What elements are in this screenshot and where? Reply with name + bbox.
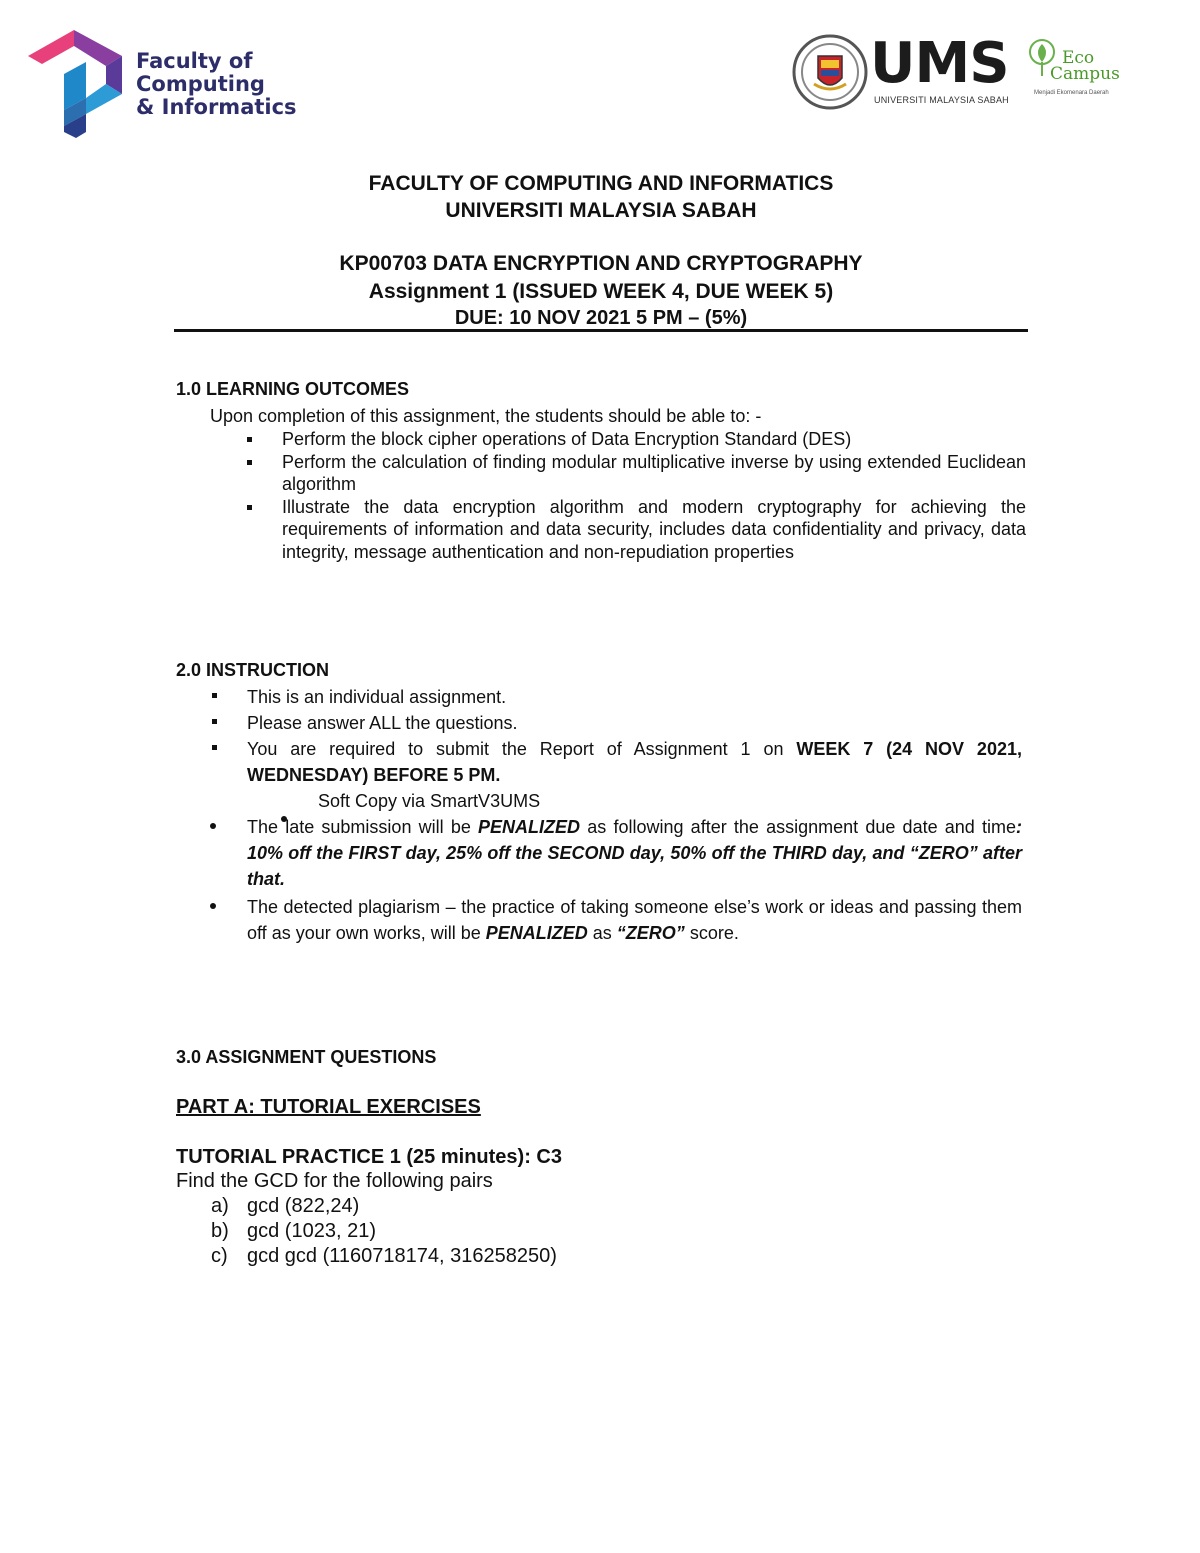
- list-item: [247, 894, 1022, 946]
- due-date: DUE: 10 NOV 2021 5 PM – (5%): [454, 307, 748, 329]
- item-text: gcd (822,24): [247, 1195, 360, 1217]
- instruction-list: [176, 684, 1022, 946]
- ums-wordmark: UMS: [870, 31, 1009, 96]
- tutorial-practice-1-intro: Find the GCD for the following pairs: [176, 1170, 493, 1192]
- plagiarism-as: as: [587, 923, 617, 943]
- ums-logo-group: [790, 32, 1130, 112]
- fci-line-2: Computing: [136, 72, 265, 96]
- submission-text: You are required to submit the Report of Assignment 1 on: [247, 739, 797, 759]
- eco-line-2: Campus: [1050, 64, 1120, 84]
- fci-line-1: Faculty of: [136, 49, 253, 73]
- list-item: Illustrate the data encryption algorithm and modern cryptography for achieving the requirements of information and data security, includes data confidentiality and privacy, data integrity, message authentication and non-repudiation properties: [282, 496, 1026, 562]
- document-header: [174, 170, 1028, 330]
- item-text: gcd gcd (1160718174, 316258250): [247, 1245, 557, 1267]
- faculty-title: FACULTY OF COMPUTING AND INFORMATICS: [368, 172, 834, 195]
- eco-line-1: Eco: [1062, 48, 1095, 68]
- late-text: The late submission will be: [247, 817, 479, 837]
- course-title: KP00703 DATA ENCRYPTION AND CRYPTOGRAPHY: [339, 252, 863, 275]
- fci-logo: [26, 28, 326, 140]
- eco-subtitle: Menjadi Ekomenara Daerah: [1034, 90, 1109, 96]
- list-item: [247, 814, 1022, 892]
- learning-outcomes-list: [176, 428, 1026, 563]
- list-item: Please answer ALL the questions.: [247, 710, 1022, 736]
- list-item: [211, 1194, 1026, 1219]
- instruction-section: [176, 659, 1026, 946]
- gcd-question-list: [176, 1194, 1026, 1269]
- item-text: gcd (1023, 21): [247, 1220, 376, 1242]
- questions-heading: 3.0 ASSIGNMENT QUESTIONS: [176, 1047, 437, 1067]
- list-item: [211, 1244, 1026, 1269]
- list-item: This is an individual assignment.: [247, 684, 1022, 710]
- late-penalty-details: : 10% off the FIRST day, 25% off the SECOND day, 50% off the THIRD day, and “ZERO” after that.: [247, 817, 1022, 889]
- submission-method: Soft Copy via SmartV3UMS: [318, 791, 541, 811]
- header-divider: [174, 329, 1028, 332]
- item-label: a): [211, 1195, 229, 1217]
- list-item: Perform the block cipher operations of Data Encryption Standard (DES): [282, 428, 1026, 451]
- fci-line-3: & Informatics: [136, 95, 297, 119]
- plagiarism-zero: “ZERO”: [616, 923, 685, 943]
- plagiarism-penalized: PENALIZED: [485, 923, 588, 943]
- learning-outcomes-intro: Upon completion of this assignment, the students should be able to: -: [210, 406, 762, 426]
- tutorial-practice-1-heading: TUTORIAL PRACTICE 1 (25 minutes): C3: [176, 1146, 562, 1168]
- ums-crest-icon: [792, 34, 868, 110]
- university-title: UNIVERSITI MALAYSIA SABAH: [445, 199, 757, 222]
- late-penalized: PENALIZED: [478, 817, 581, 837]
- submission-deadline: WEEK 7 (24 NOV 2021, WEDNESDAY) BEFORE 5 PM.: [247, 739, 1022, 785]
- plagiarism-text: The detected plagiarism – the practice of taking someone else’s work or ideas and passing them off as your own works, will be: [247, 897, 1022, 943]
- part-a-heading: PART A: TUTORIAL EXERCISES: [176, 1096, 481, 1118]
- questions-section: [176, 1046, 1026, 1269]
- assignment-title: Assignment 1 (ISSUED WEEK 4, DUE WEEK 5): [368, 280, 834, 303]
- list-item: [211, 1219, 1026, 1244]
- eco-campus-wordmark: [1050, 50, 1120, 82]
- item-label: c): [211, 1245, 228, 1267]
- plagiarism-score: score.: [684, 923, 739, 943]
- list-item: [247, 788, 1022, 814]
- item-label: b): [211, 1220, 229, 1242]
- list-item: [247, 736, 1022, 788]
- learning-outcomes-section: [176, 378, 1026, 563]
- learning-outcomes-heading: 1.0 LEARNING OUTCOMES: [176, 379, 410, 399]
- late-text-cont: as following after the assignment due date and time: [580, 817, 1016, 837]
- fci-logo-icon: [26, 28, 126, 138]
- instruction-heading: 2.0 INSTRUCTION: [176, 660, 330, 680]
- list-item: Perform the calculation of finding modular multiplicative inverse by using extended Euclidean algorithm: [282, 451, 1026, 494]
- fci-wordmark: [136, 50, 297, 119]
- ums-subtitle: UNIVERSITI MALAYSIA SABAH: [874, 95, 1009, 105]
